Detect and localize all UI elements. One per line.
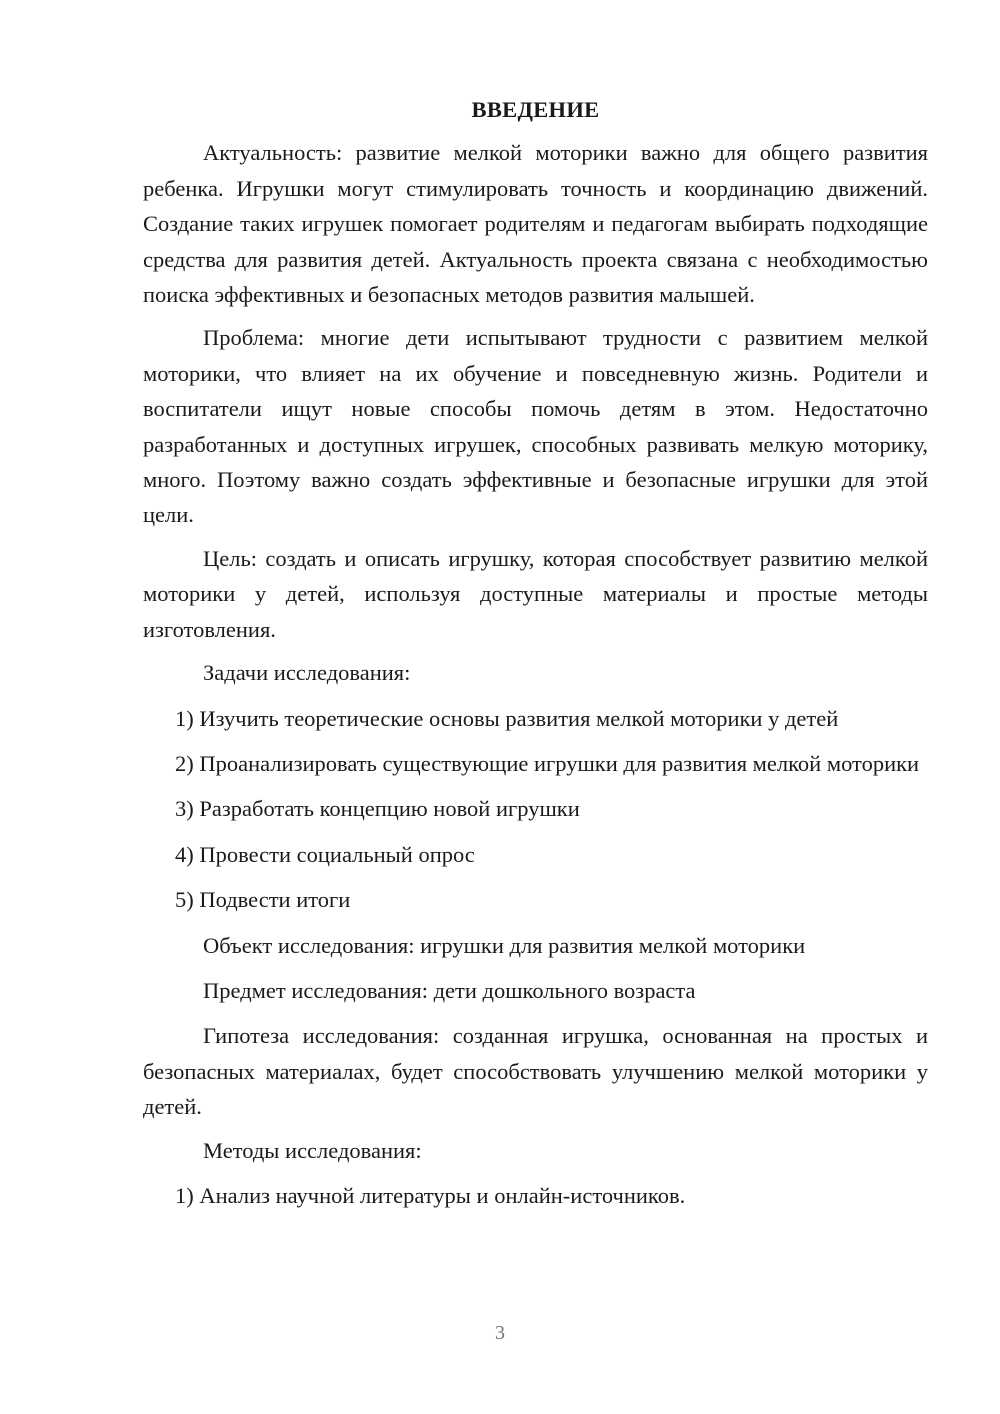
task-item: 1) Изучить теоретические основы развития мелкой моторики у детей (175, 705, 839, 731)
task-item: 3) Разработать концепцию новой игрушки (175, 796, 580, 822)
relevance-paragraph: Актуальность: развитие мелкой моторики важно для общего развития ребенка. Игрушки могут стимулировать точность и координацию движений. Создание таких игрушек помогает родителям и педагогам выбирать подходящие средства для развития детей. Актуальность проекта связана с необходимостью поиска эффективных и безопасных методов развития малышей. (143, 140, 928, 308)
document-page (143, 92, 928, 1223)
hypothesis-paragraph: Гипотеза исследования: созданная игрушка, основанная на простых и безопасных материалах, будет способствовать улучшению мелкой моторики у детей. (143, 1023, 928, 1120)
method-item: 1) Анализ научной литературы и онлайн-источников. (175, 1182, 686, 1208)
research-object: Объект исследования: игрушки для развития мелкой моторики (203, 932, 806, 958)
task-item: 2) Проанализировать существующие игрушки для развития мелкой моторики (175, 750, 920, 776)
page-title: ВВЕДЕНИЕ (471, 97, 600, 122)
problem-paragraph: Проблема: многие дети испытывают трудности с развитием мелкой моторики, что влияет на их обучение и повседневную жизнь. Родители и воспитатели ищут новые способы помочь детям в этом. Недостаточно разработанных и доступных игрушек, способных развивать мелкую моторику, много. Поэтому важно создать эффективные и безопасные игрушки для этой цели. (143, 325, 928, 528)
research-subject: Предмет исследования: дети дошкольного возраста (203, 977, 696, 1003)
task-item: 4) Провести социальный опрос (175, 841, 475, 867)
methods-heading: Методы исследования: (203, 1137, 422, 1163)
goal-paragraph: Цель: создать и описать игрушку, которая способствует развитию мелкой моторики у детей, используя доступные материалы и простые методы изготовления. (143, 545, 928, 642)
task-item: 5) Подвести итоги (175, 887, 351, 913)
tasks-heading: Задачи исследования: (203, 660, 411, 686)
page-number: 3 (495, 1322, 505, 1344)
